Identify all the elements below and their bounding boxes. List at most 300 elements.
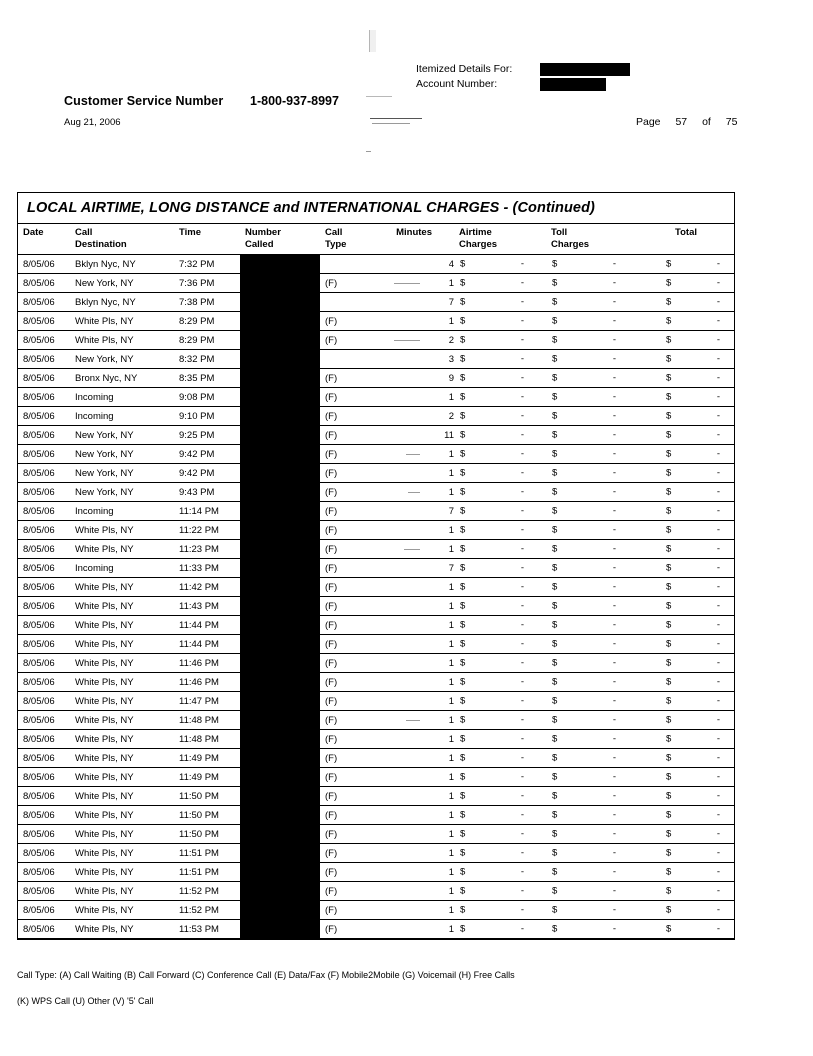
cell-toll-charge xyxy=(546,654,638,673)
cell-date: 8/05/06 xyxy=(18,863,70,882)
currency-symbol: $ xyxy=(460,467,466,479)
cell-time: 7:38 PM xyxy=(174,293,240,312)
cell-airtime-charge xyxy=(454,787,546,806)
cell-date: 8/05/06 xyxy=(18,844,70,863)
cell-destination: Bronx Nyc, NY xyxy=(70,369,174,388)
cell-destination: Incoming xyxy=(70,559,174,578)
amount-value: - xyxy=(520,562,524,574)
currency-symbol: $ xyxy=(460,543,466,555)
cell-call-type xyxy=(320,255,374,274)
currency-symbol: $ xyxy=(460,486,466,498)
cell-airtime-charge xyxy=(454,806,546,825)
amount-value: - xyxy=(612,562,616,574)
cell-total-charge xyxy=(638,787,734,806)
currency-symbol: $ xyxy=(460,619,466,631)
cell-time: 11:50 PM xyxy=(174,787,240,806)
currency-symbol: $ xyxy=(552,296,558,308)
cell-destination: White Pls, NY xyxy=(70,863,174,882)
amount-value: - xyxy=(716,581,720,593)
scan-artifact xyxy=(406,720,420,721)
cell-number-called-redacted xyxy=(240,711,320,730)
cell-number-called-redacted xyxy=(240,274,320,293)
amount-value: - xyxy=(612,600,616,612)
currency-symbol: $ xyxy=(552,885,558,897)
cell-airtime-charge xyxy=(454,673,546,692)
cell-time: 7:32 PM xyxy=(174,255,240,274)
cell-total-charge xyxy=(638,882,734,901)
page-word: Page xyxy=(636,116,661,128)
itemized-details-label: Itemized Details For: xyxy=(416,63,513,75)
cell-number-called-redacted xyxy=(240,920,320,939)
cell-airtime-charge xyxy=(454,635,546,654)
table-row xyxy=(18,388,734,407)
cell-airtime-charge xyxy=(454,464,546,483)
cell-destination: White Pls, NY xyxy=(70,331,174,350)
cell-minutes: 1 xyxy=(374,635,454,654)
table-row xyxy=(18,369,734,388)
cell-toll-charge xyxy=(546,635,638,654)
table-row xyxy=(18,844,734,863)
cell-number-called-redacted xyxy=(240,388,320,407)
currency-symbol: $ xyxy=(666,847,672,859)
cell-toll-charge xyxy=(546,388,638,407)
column-header-call-type xyxy=(320,224,374,255)
cell-toll-charge xyxy=(546,293,638,312)
cell-total-charge xyxy=(638,502,734,521)
currency-symbol: $ xyxy=(666,372,672,384)
amount-value: - xyxy=(520,733,524,745)
cell-destination: White Pls, NY xyxy=(70,578,174,597)
cell-number-called-redacted xyxy=(240,426,320,445)
amount-value: - xyxy=(612,467,616,479)
currency-symbol: $ xyxy=(460,258,466,270)
amount-value: - xyxy=(716,847,720,859)
cell-airtime-charge xyxy=(454,312,546,331)
cell-call-type: (F) xyxy=(320,673,374,692)
amount-value: - xyxy=(716,448,720,460)
amount-value: - xyxy=(520,619,524,631)
column-header-toll-line2: Charges xyxy=(551,239,590,250)
cell-date: 8/05/06 xyxy=(18,616,70,635)
currency-symbol: $ xyxy=(666,467,672,479)
currency-symbol: $ xyxy=(460,657,466,669)
currency-symbol: $ xyxy=(666,505,672,517)
cell-number-called-redacted xyxy=(240,502,320,521)
cell-total-charge xyxy=(638,863,734,882)
currency-symbol: $ xyxy=(460,448,466,460)
currency-symbol: $ xyxy=(460,562,466,574)
cell-total-charge xyxy=(638,920,734,939)
column-header-number-called xyxy=(240,224,320,255)
cell-time: 8:29 PM xyxy=(174,312,240,331)
amount-value: - xyxy=(520,657,524,669)
cell-total-charge xyxy=(638,768,734,787)
currency-symbol: $ xyxy=(666,600,672,612)
page-indicator xyxy=(636,116,737,128)
amount-value: - xyxy=(612,448,616,460)
cell-call-type: (F) xyxy=(320,559,374,578)
cell-airtime-charge xyxy=(454,616,546,635)
table-row xyxy=(18,692,734,711)
cell-time: 11:53 PM xyxy=(174,920,240,939)
cell-airtime-charge xyxy=(454,844,546,863)
cell-date: 8/05/06 xyxy=(18,730,70,749)
cell-destination: White Pls, NY xyxy=(70,654,174,673)
cell-minutes: 1 xyxy=(374,787,454,806)
cell-time: 11:51 PM xyxy=(174,844,240,863)
currency-symbol: $ xyxy=(460,581,466,593)
currency-symbol: $ xyxy=(552,334,558,346)
table-row xyxy=(18,578,734,597)
amount-value: - xyxy=(612,296,616,308)
table-row xyxy=(18,768,734,787)
cell-destination: White Pls, NY xyxy=(70,540,174,559)
currency-symbol: $ xyxy=(552,467,558,479)
amount-value: - xyxy=(520,277,524,289)
cell-minutes: 11 xyxy=(374,426,454,445)
amount-value: - xyxy=(612,429,616,441)
table-row xyxy=(18,426,734,445)
cell-call-type: (F) xyxy=(320,711,374,730)
amount-value: - xyxy=(716,391,720,403)
amount-value: - xyxy=(716,638,720,650)
table-row xyxy=(18,331,734,350)
cell-number-called-redacted xyxy=(240,654,320,673)
cell-time: 11:46 PM xyxy=(174,654,240,673)
cell-date: 8/05/06 xyxy=(18,901,70,920)
cell-minutes: 1 xyxy=(374,578,454,597)
table-row xyxy=(18,293,734,312)
cell-call-type: (F) xyxy=(320,540,374,559)
cell-airtime-charge xyxy=(454,388,546,407)
cell-airtime-charge xyxy=(454,863,546,882)
cell-total-charge xyxy=(638,597,734,616)
cell-call-type: (F) xyxy=(320,426,374,445)
cell-destination: Incoming xyxy=(70,407,174,426)
cell-number-called-redacted xyxy=(240,825,320,844)
cell-call-type: (F) xyxy=(320,863,374,882)
amount-value: - xyxy=(520,353,524,365)
amount-value: - xyxy=(520,866,524,878)
amount-value: - xyxy=(520,828,524,840)
cell-toll-charge xyxy=(546,749,638,768)
amount-value: - xyxy=(716,866,720,878)
currency-symbol: $ xyxy=(552,543,558,555)
cell-destination: White Pls, NY xyxy=(70,806,174,825)
cell-toll-charge xyxy=(546,901,638,920)
amount-value: - xyxy=(520,315,524,327)
currency-symbol: $ xyxy=(666,923,672,935)
cell-destination: New York, NY xyxy=(70,350,174,369)
cell-airtime-charge xyxy=(454,597,546,616)
cell-minutes: 1 xyxy=(374,863,454,882)
amount-value: - xyxy=(716,923,720,935)
cell-destination: White Pls, NY xyxy=(70,616,174,635)
cell-destination: White Pls, NY xyxy=(70,635,174,654)
cell-number-called-redacted xyxy=(240,863,320,882)
amount-value: - xyxy=(612,885,616,897)
cell-toll-charge xyxy=(546,673,638,692)
amount-value: - xyxy=(612,695,616,707)
scan-artifact xyxy=(369,30,376,52)
amount-value: - xyxy=(520,809,524,821)
scan-artifact xyxy=(394,283,420,284)
amount-value: - xyxy=(612,372,616,384)
currency-symbol: $ xyxy=(666,543,672,555)
cell-destination: New York, NY xyxy=(70,426,174,445)
cell-date: 8/05/06 xyxy=(18,274,70,293)
amount-value: - xyxy=(716,828,720,840)
cell-number-called-redacted xyxy=(240,407,320,426)
cell-airtime-charge xyxy=(454,426,546,445)
statement-date: Aug 21, 2006 xyxy=(64,117,121,128)
amount-value: - xyxy=(520,258,524,270)
column-header-airtime-line2: Charges xyxy=(459,239,498,250)
cell-number-called-redacted xyxy=(240,540,320,559)
amount-value: - xyxy=(520,296,524,308)
cell-total-charge xyxy=(638,388,734,407)
cell-airtime-charge xyxy=(454,768,546,787)
cell-total-charge xyxy=(638,293,734,312)
amount-value: - xyxy=(520,410,524,422)
scan-artifact xyxy=(404,549,420,550)
currency-symbol: $ xyxy=(552,847,558,859)
cell-date: 8/05/06 xyxy=(18,369,70,388)
cell-call-type: (F) xyxy=(320,730,374,749)
cell-destination: Bklyn Nyc, NY xyxy=(70,255,174,274)
currency-symbol: $ xyxy=(460,353,466,365)
cell-date: 8/05/06 xyxy=(18,464,70,483)
amount-value: - xyxy=(716,771,720,783)
cell-toll-charge xyxy=(546,559,638,578)
currency-symbol: $ xyxy=(552,562,558,574)
cell-minutes: 1 xyxy=(374,825,454,844)
amount-value: - xyxy=(612,847,616,859)
cell-minutes: 4 xyxy=(374,255,454,274)
column-header-total: Total xyxy=(638,224,734,255)
amount-value: - xyxy=(716,258,720,270)
amount-value: - xyxy=(520,790,524,802)
cell-date: 8/05/06 xyxy=(18,673,70,692)
table-row xyxy=(18,312,734,331)
table-row xyxy=(18,407,734,426)
cell-destination: White Pls, NY xyxy=(70,521,174,540)
cell-number-called-redacted xyxy=(240,483,320,502)
cell-time: 7:36 PM xyxy=(174,274,240,293)
cell-call-type: (F) xyxy=(320,787,374,806)
cell-minutes: 1 xyxy=(374,844,454,863)
currency-symbol: $ xyxy=(460,277,466,289)
currency-symbol: $ xyxy=(666,676,672,688)
cell-destination: White Pls, NY xyxy=(70,882,174,901)
currency-symbol: $ xyxy=(666,296,672,308)
cell-total-charge xyxy=(638,464,734,483)
column-header-number-line1: Number xyxy=(245,227,281,238)
currency-symbol: $ xyxy=(552,790,558,802)
cell-call-type: (F) xyxy=(320,274,374,293)
amount-value: - xyxy=(612,486,616,498)
cell-total-charge xyxy=(638,692,734,711)
cell-minutes: 9 xyxy=(374,369,454,388)
scan-artifact xyxy=(366,96,392,97)
cell-call-type: (F) xyxy=(320,768,374,787)
amount-value: - xyxy=(520,847,524,859)
currency-symbol: $ xyxy=(552,429,558,441)
cell-call-type: (F) xyxy=(320,920,374,939)
scan-artifact xyxy=(394,340,420,341)
cell-number-called-redacted xyxy=(240,597,320,616)
cell-time: 11:23 PM xyxy=(174,540,240,559)
amount-value: - xyxy=(520,372,524,384)
currency-symbol: $ xyxy=(460,733,466,745)
cell-date: 8/05/06 xyxy=(18,825,70,844)
cell-time: 11:22 PM xyxy=(174,521,240,540)
cell-destination: White Pls, NY xyxy=(70,787,174,806)
cell-total-charge xyxy=(638,445,734,464)
cell-total-charge xyxy=(638,312,734,331)
cell-number-called-redacted xyxy=(240,901,320,920)
page-total: 75 xyxy=(725,116,738,128)
currency-symbol: $ xyxy=(460,695,466,707)
cell-minutes: 1 xyxy=(374,711,454,730)
table-row xyxy=(18,502,734,521)
amount-value: - xyxy=(716,429,720,441)
table-row xyxy=(18,749,734,768)
amount-value: - xyxy=(612,790,616,802)
scan-artifact xyxy=(366,151,371,152)
table-row xyxy=(18,901,734,920)
currency-symbol: $ xyxy=(666,733,672,745)
cell-call-type: (F) xyxy=(320,483,374,502)
cell-minutes: 1 xyxy=(374,882,454,901)
cell-total-charge xyxy=(638,711,734,730)
call-type-legend xyxy=(17,962,515,1014)
cell-date: 8/05/06 xyxy=(18,521,70,540)
cell-date: 8/05/06 xyxy=(18,692,70,711)
currency-symbol: $ xyxy=(460,752,466,764)
cell-date: 8/05/06 xyxy=(18,502,70,521)
currency-symbol: $ xyxy=(666,486,672,498)
cell-time: 9:42 PM xyxy=(174,464,240,483)
cell-destination: White Pls, NY xyxy=(70,825,174,844)
currency-symbol: $ xyxy=(552,714,558,726)
currency-symbol: $ xyxy=(460,904,466,916)
amount-value: - xyxy=(716,353,720,365)
cell-minutes: 1 xyxy=(374,673,454,692)
amount-value: - xyxy=(520,581,524,593)
amount-value: - xyxy=(520,771,524,783)
column-header-destination-line1: Call xyxy=(75,227,93,238)
cell-toll-charge xyxy=(546,597,638,616)
currency-symbol: $ xyxy=(552,638,558,650)
amount-value: - xyxy=(716,733,720,745)
cell-minutes: 2 xyxy=(374,407,454,426)
currency-symbol: $ xyxy=(460,771,466,783)
amount-value: - xyxy=(612,638,616,650)
cell-total-charge xyxy=(638,730,734,749)
column-header-number-line2: Called xyxy=(245,239,274,250)
currency-symbol: $ xyxy=(552,676,558,688)
currency-symbol: $ xyxy=(460,923,466,935)
cell-toll-charge xyxy=(546,844,638,863)
cell-destination: White Pls, NY xyxy=(70,768,174,787)
cell-toll-charge xyxy=(546,578,638,597)
amount-value: - xyxy=(520,904,524,916)
cell-airtime-charge xyxy=(454,825,546,844)
cell-time: 11:43 PM xyxy=(174,597,240,616)
cell-airtime-charge xyxy=(454,920,546,939)
scan-artifact xyxy=(370,118,422,119)
cell-call-type: (F) xyxy=(320,806,374,825)
cell-number-called-redacted xyxy=(240,635,320,654)
cell-time: 11:52 PM xyxy=(174,901,240,920)
cell-toll-charge xyxy=(546,692,638,711)
cell-time: 11:44 PM xyxy=(174,635,240,654)
currency-symbol: $ xyxy=(666,391,672,403)
amount-value: - xyxy=(520,676,524,688)
cell-minutes: 1 xyxy=(374,768,454,787)
cell-total-charge xyxy=(638,749,734,768)
cell-total-charge xyxy=(638,806,734,825)
currency-symbol: $ xyxy=(460,828,466,840)
column-header-date: Date xyxy=(18,224,70,255)
amount-value: - xyxy=(520,638,524,650)
cell-toll-charge xyxy=(546,464,638,483)
cell-date: 8/05/06 xyxy=(18,350,70,369)
cell-time: 11:52 PM xyxy=(174,882,240,901)
cell-toll-charge xyxy=(546,825,638,844)
currency-symbol: $ xyxy=(552,448,558,460)
customer-service-phone: 1-800-937-8997 xyxy=(250,94,339,108)
cell-toll-charge xyxy=(546,350,638,369)
cell-destination: White Pls, NY xyxy=(70,749,174,768)
cell-date: 8/05/06 xyxy=(18,407,70,426)
cell-minutes: 1 xyxy=(374,616,454,635)
redacted-account-number xyxy=(540,78,606,91)
cell-minutes: 7 xyxy=(374,502,454,521)
cell-call-type: (F) xyxy=(320,502,374,521)
currency-symbol: $ xyxy=(666,258,672,270)
cell-airtime-charge xyxy=(454,293,546,312)
customer-service-label: Customer Service Number xyxy=(64,94,224,108)
scan-artifact xyxy=(372,123,410,124)
cell-time: 11:46 PM xyxy=(174,673,240,692)
cell-number-called-redacted xyxy=(240,312,320,331)
cell-total-charge xyxy=(638,540,734,559)
cell-toll-charge xyxy=(546,331,638,350)
cell-total-charge xyxy=(638,578,734,597)
cell-call-type: (F) xyxy=(320,901,374,920)
currency-symbol: $ xyxy=(552,486,558,498)
cell-destination: White Pls, NY xyxy=(70,844,174,863)
cell-minutes: 7 xyxy=(374,559,454,578)
cell-call-type: (F) xyxy=(320,407,374,426)
cell-time: 11:49 PM xyxy=(174,749,240,768)
cell-time: 8:35 PM xyxy=(174,369,240,388)
amount-value: - xyxy=(520,486,524,498)
cell-airtime-charge xyxy=(454,502,546,521)
amount-value: - xyxy=(716,562,720,574)
cell-date: 8/05/06 xyxy=(18,331,70,350)
table-row xyxy=(18,597,734,616)
amount-value: - xyxy=(716,904,720,916)
currency-symbol: $ xyxy=(666,904,672,916)
currency-symbol: $ xyxy=(666,714,672,726)
currency-symbol: $ xyxy=(460,296,466,308)
cell-airtime-charge xyxy=(454,369,546,388)
column-header-minutes: Minutes xyxy=(374,224,454,255)
table-row xyxy=(18,521,734,540)
